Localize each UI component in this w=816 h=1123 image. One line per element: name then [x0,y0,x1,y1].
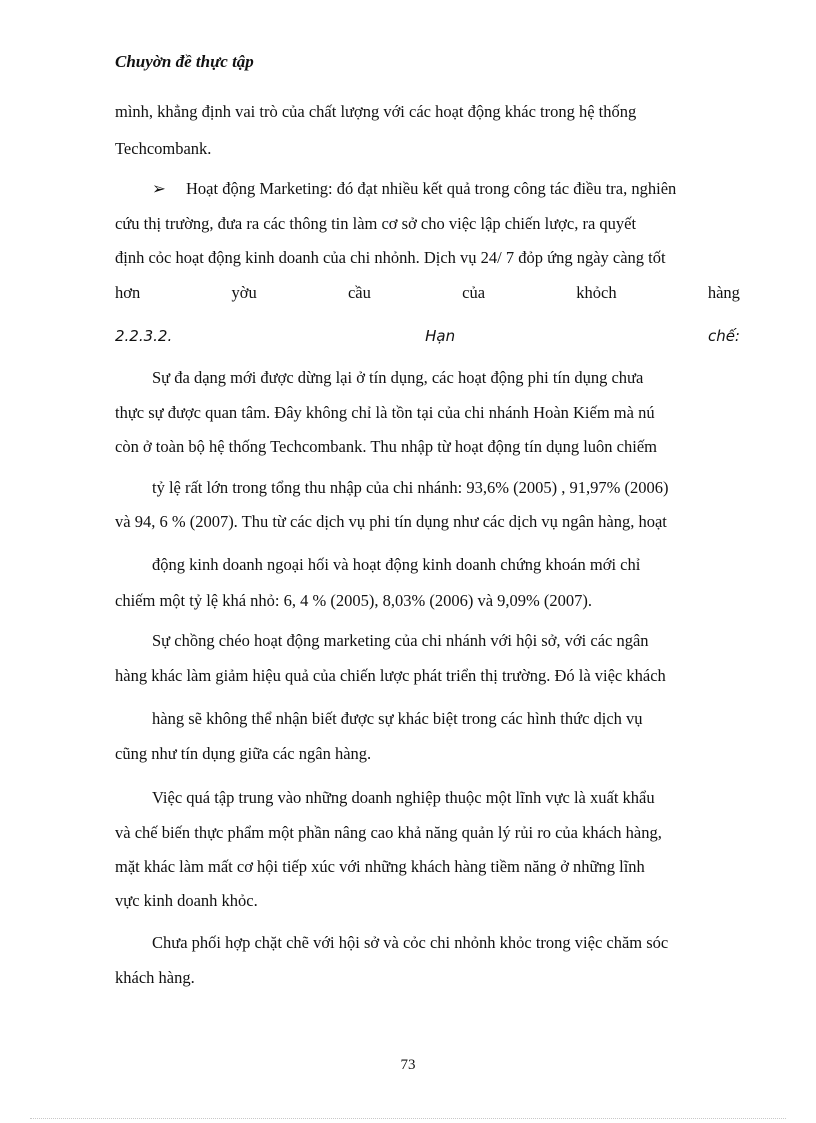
paragraph-line: định cỏc hoạt động kinh doanh của chi nhỏnh. Dịch vụ 24/ 7 đỏp ứng ngày càng tốt [115,248,666,267]
section-title-word: Hạn [425,327,456,345]
paragraph-line: Sự chồng chéo hoạt động marketing của chi nhánh với hội sở, với các ngân [152,631,649,650]
word: hàng [707,283,740,302]
paragraph-line: chiếm một tỷ lệ khá nhỏ: 6, 4 % (2005), 8,03% (2006) và 9,09% (2007). [115,591,593,610]
paragraph-line: mặt khác làm mất cơ hội tiếp xúc với những khách hàng tiềm năng ở những lĩnh [115,857,645,876]
paragraph-line: Chưa phối hợp chặt chẽ với hội sở và cỏc chi nhỏnh khỏc trong việc chăm sóc [152,933,669,952]
word: của [462,283,486,302]
running-header: Chuyờn đề thực tập [115,52,254,71]
bullet-line [152,178,676,200]
page-number: 73 [400,1057,416,1073]
paragraph-line: còn ở toàn bộ hệ thống Techcombank. Thu nhập từ hoạt động tín dụng luôn chiếm [115,437,657,456]
paragraph-line: tỷ lệ rất lớn trong tổng thu nhập của chi nhánh: 93,6% (2005) , 91,97% (2006) [152,478,669,497]
paragraph-line: vực kinh doanh khỏc. [115,891,258,910]
word: cầu [347,283,371,302]
paragraph-line: động kinh doanh ngoại hối và hoạt động kinh doanh chứng khoán mới chỉ [152,555,641,574]
paragraph-line: mình, khẳng định vai trò của chất lượng với các hoạt động khác trong hệ thống [115,102,637,121]
arrow-bullet-icon: ➢ [152,179,166,198]
paragraph-line: thực sự được quan tâm. Đây không chỉ là tồn tại của chi nhánh Hoàn Kiếm mà nú [115,403,655,422]
word: khỏch [576,283,617,302]
section-heading [115,325,740,347]
paragraph-line: khách hàng. [115,968,195,987]
justified-line [115,282,740,304]
word: hơn [115,283,141,302]
paragraph-line: Techcombank. [115,139,212,158]
paragraph-line: hàng sẽ không thể nhận biết được sự khác biệt trong các hình thức dịch vụ [152,709,643,728]
footer-divider [30,1118,786,1119]
bullet-text: Hoạt động Marketing: đó đạt nhiều kết quả trong công tác điều tra, nghiên [186,179,677,198]
paragraph-line: cũng như tín dụng giữa các ngân hàng. [115,744,372,763]
paragraph-line: và 94, 6 % (2007). Thu từ các dịch vụ phi tín dụng như các dịch vụ ngân hàng, hoạt [115,512,667,531]
word: yờu [231,283,257,302]
paragraph-line: cứu thị trường, đưa ra các thông tin làm cơ sở cho việc lập chiến lược, ra quyết [115,214,637,233]
section-number: 2.2.3.2. [115,327,173,345]
section-title-word: chế: [707,327,740,345]
paragraph-line: Việc quá tập trung vào những doanh nghiệp thuộc một lĩnh vực là xuất khẩu [152,788,655,807]
paragraph-line: Sự đa dạng mới được dừng lại ở tín dụng, các hoạt động phi tín dụng chưa [152,368,644,387]
paragraph-line: và chế biến thực phẩm một phần nâng cao khả năng quản lý rủi ro của khách hàng, [115,823,662,842]
paragraph-line: hàng khác làm giảm hiệu quả của chiến lược phát triển thị trường. Đó là việc khách [115,666,666,685]
